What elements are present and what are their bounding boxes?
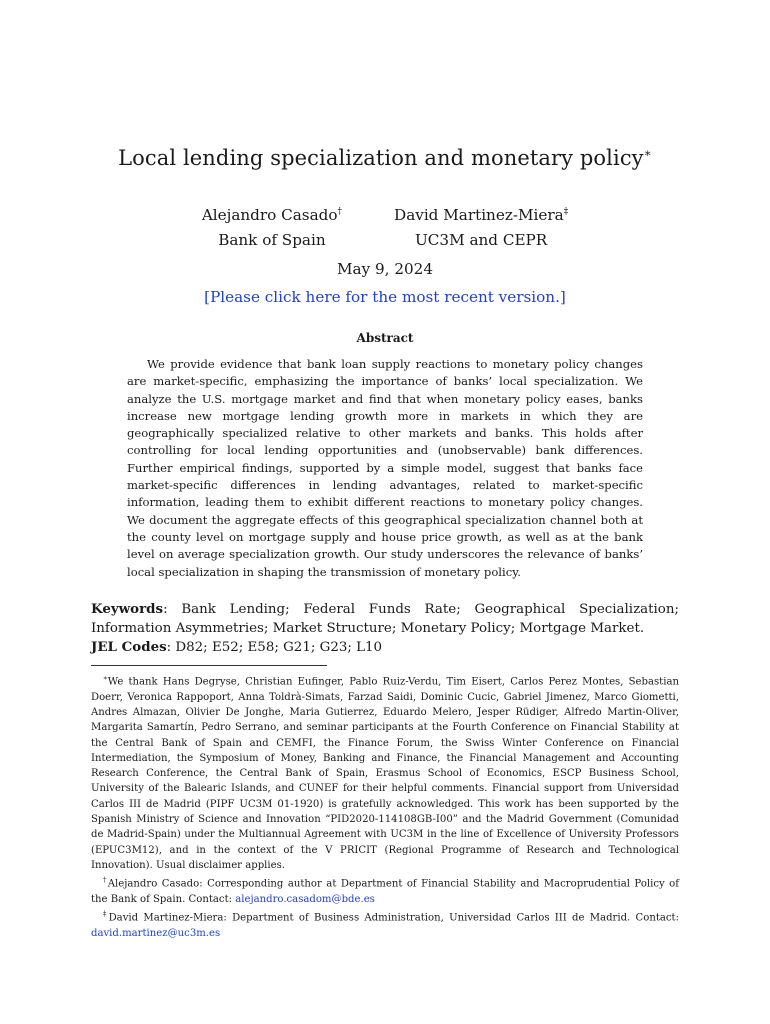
author-martinez-miera	[394, 200, 568, 253]
footnote-text: David Martinez-Miera: Department of Business Administration, Universidad Carlos III de Madrid. Contact:	[108, 912, 680, 924]
footnotes-block	[91, 671, 679, 941]
footnote-mark: ‡	[103, 910, 109, 919]
footnote-acknowledgements	[91, 671, 679, 873]
jel-label: JEL Codes	[91, 639, 167, 655]
recent-version-link[interactable]: [Please click here for the most recent version.]	[204, 288, 566, 306]
author-footnote-mark[interactable]: ‡	[563, 207, 569, 217]
keywords-list: : Bank Lending; Federal Funds Rate; Geographical Specialization; Information Asymmetries; Market Structure; Monetary Policy; Mortgage Market.	[91, 602, 679, 636]
authors-block	[0, 200, 770, 253]
title-footnote-mark[interactable]: ∗	[643, 146, 652, 160]
paper-title	[0, 146, 770, 170]
author-affiliation: UC3M and CEPR	[414, 231, 548, 250]
abstract-heading: Abstract	[356, 331, 414, 345]
casado-email-link[interactable]: alejandro.casadom@bde.es	[235, 893, 375, 905]
paper-date: May 9, 2024	[337, 260, 433, 278]
author-name: David Martinez-Miera	[394, 206, 564, 225]
keywords-line	[91, 600, 679, 638]
abstract-text: We provide evidence that bank loan supply reactions to monetary policy changes are market-specific, emphasizing the importance of banks’ local specialization. We analyze the U.S. mortgage market and find that when monetary policy eases, banks increase new mortgage lending growth more in markets in which they are geographically specialized relative to other markets and banks. This holds after controlling for local lending opportunities and (unobservable) bank differences. Further empirical findings, supported by a simple model, suggest that banks face market-specific differences in lending advantages, related to market-specific information, leading them to exhibit different reactions to monetary policy changes. We document the aggregate effects of this geographical specialization channel both at the county level on mortgage supply and house price growth, as well as at the bank level on average specialization growth. Our study underscores the relevance of banks’ local specialization in shaping the transmission of monetary policy.	[127, 357, 643, 579]
author-footnote-mark[interactable]: †	[337, 207, 343, 217]
footnote-text: Alejandro Casado: Corresponding author at Department of Financial Stability and Macroprudential Policy of the Bank of Spain. Contact:	[91, 878, 679, 905]
keywords-label: Keywords	[91, 601, 164, 617]
author-name: Alejandro Casado	[201, 206, 338, 225]
footnote-mark: ∗	[103, 674, 108, 682]
author-casado	[202, 200, 342, 253]
footnote-casado	[91, 873, 679, 907]
footnote-text: We thank Hans Degryse, Christian Eufinger, Pablo Ruiz-Verdu, Tim Eisert, Carlos Perez Montes, Sebastian Doerr, Veronica Rappoport, Anna Toldrà-Simats, Farzad Saidi, Dominic Cucic, Gabriel Jimenez, Marco Giometti, Andres Almazan, Olivier De Jonghe, Maria Gutierrez, Eduardo Melero, Jesper Rüdiger, Alfredo Martin-Oliver, Margarita Samartín, Pedro Serrano, and seminar participants at the Fourth Conference on Financial Stability at the Central Bank of Spain and CEMFI, the Finance Forum, the Swiss Winter Conference on Financial Intermediation, the Symposium of Money, Banking and Finance, the Financial Management and Accounting Research Conference, the Central Bank of Spain, Erasmus School of Economics, ESCP Business School, University of the Balearic Islands, and CUNEF for their helpful comments. Financial support from Universidad Carlos III de Madrid (PIPF UC3M 01-1920) is gratefully acknowledged. This work has been supported by the Spanish Ministry of Science and Innovation “PID2020-114108GB-I00” and the Madrid Government (Comunidad de Madrid-Spain) under the Multiannual Agreement with UC3M in the line of Excellence of University Professors (EPUC3M12), and in the context of the V PRICIT (Regional Programme of Research and Technological Innovation). Usual disclaimer applies.	[91, 676, 679, 871]
footnote-mark: †	[103, 876, 108, 885]
footnote-rule	[91, 665, 327, 666]
martinez-miera-email-link[interactable]: david.martinez@uc3m.es	[91, 927, 221, 939]
footnote-martinez-miera	[91, 907, 679, 941]
paper-title-text: Local lending specialization and monetary policy	[118, 146, 644, 170]
author-affiliation: Bank of Spain	[218, 231, 326, 250]
jel-codes-line	[91, 638, 679, 657]
jel-list: : D82; E52; E58; G21; G23; L10	[166, 640, 383, 655]
